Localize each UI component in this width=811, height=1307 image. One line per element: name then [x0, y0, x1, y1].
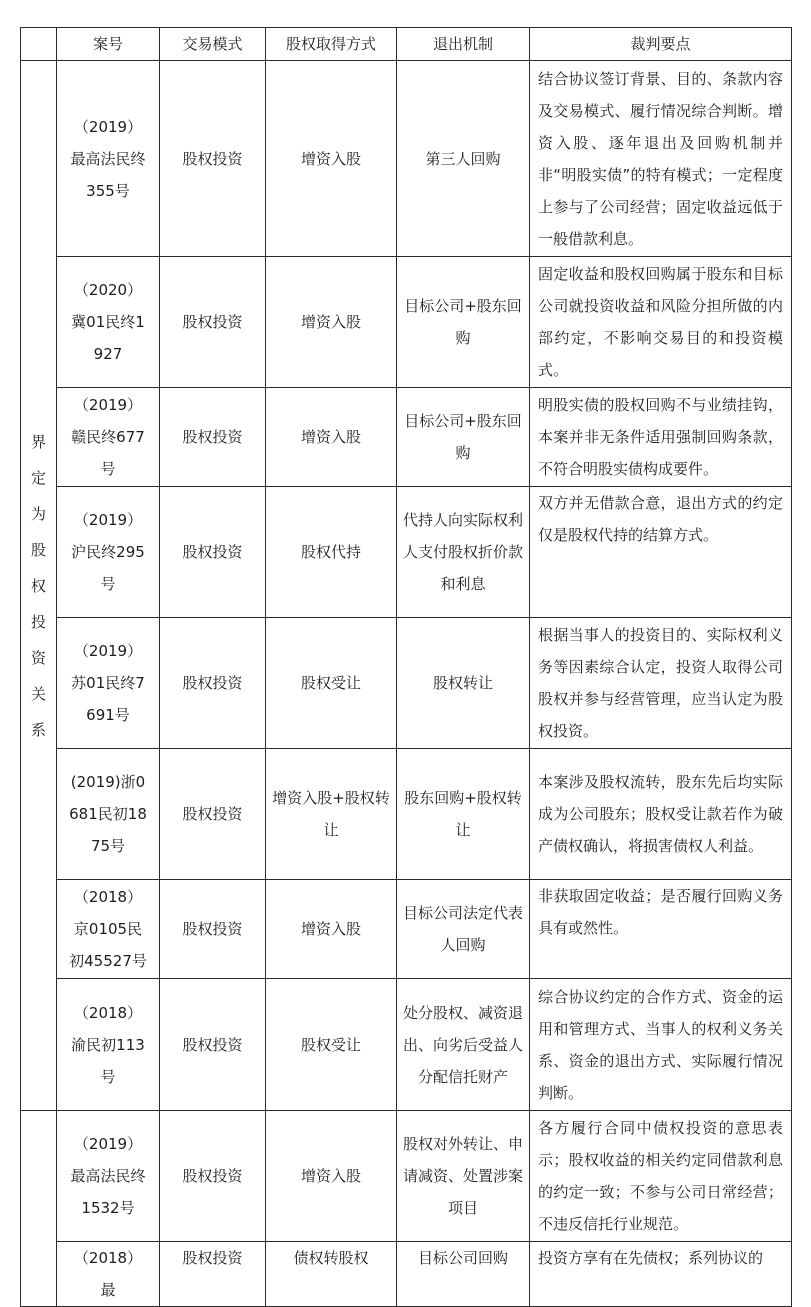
case-number: （2018）京0105民初45527号	[57, 880, 160, 979]
case-number: (2019)浙0681民初1875号	[57, 749, 160, 880]
transaction-mode: 股权投资	[160, 618, 266, 749]
header-category	[21, 28, 57, 61]
table-row	[21, 979, 792, 1111]
exit-mechanism: 处分股权、减资退出、向劣后受益人分配信托财产	[397, 979, 530, 1111]
table-row	[21, 257, 792, 388]
exit-mechanism: 股权转让	[397, 618, 530, 749]
judgment-points: 双方并无借款合意，退出方式的约定仅是股权代持的结算方式。	[530, 487, 792, 618]
transaction-mode: 股权投资	[160, 979, 266, 1111]
exit-mechanism: 目标公司+股东回购	[397, 388, 530, 487]
judgment-points: 根据当事人的投资目的、实际权利义务等因素综合认定，投资人取得公司股权并参与经营管理，应当认定为股权投资。	[530, 618, 792, 749]
header-transaction-mode: 交易模式	[160, 28, 266, 61]
header-exit-mechanism: 退出机制	[397, 28, 530, 61]
transaction-mode: 股权投资	[160, 257, 266, 388]
case-number: （2019）赣民终677号	[57, 388, 160, 487]
equity-acquisition: 增资入股	[266, 257, 397, 388]
equity-acquisition: 增资入股	[266, 388, 397, 487]
exit-mechanism: 股权对外转让、申请减资、处置涉案项目	[397, 1111, 530, 1242]
transaction-mode: 股权投资	[160, 1111, 266, 1242]
case-number: （2020）冀01民终1927	[57, 257, 160, 388]
header-row	[21, 28, 792, 61]
exit-mechanism: 股东回购+股权转让	[397, 749, 530, 880]
judgment-points: 结合协议签订背景、目的、条款内容及交易模式、履行情况综合判断。增资入股、逐年退出及回购机制并非“明股实债”的特有模式；一定程度上参与了公司经营；固定收益远低于一般借款利息。	[530, 61, 792, 257]
table-row	[21, 1111, 792, 1242]
table-row	[21, 880, 792, 979]
transaction-mode: 股权投资	[160, 880, 266, 979]
judgment-points: 投资方享有在先债权；系列协议的	[530, 1242, 792, 1307]
case-number: （2019）最高法民终1532号	[57, 1111, 160, 1242]
judgment-points: 固定收益和股权回购属于股东和目标公司就投资收益和风险分担所做的内部约定，不影响交易目的和投资模式。	[530, 257, 792, 388]
equity-acquisition: 增资入股	[266, 880, 397, 979]
equity-acquisition: 债权转股权	[266, 1242, 397, 1307]
exit-mechanism: 第三人回购	[397, 61, 530, 257]
judgment-points: 本案涉及股权流转，股东先后均实际成为公司股东；股权受让款若作为破产债权确认，将损害债权人利益。	[530, 749, 792, 880]
case-number: （2018）渝民初113号	[57, 979, 160, 1111]
header-judgment-points: 裁判要点	[530, 28, 792, 61]
table-row	[21, 388, 792, 487]
table-row	[21, 618, 792, 749]
case-number: （2019）沪民终295号	[57, 487, 160, 618]
category-label: 界 定 为 股 权 投 资 关 系	[30, 432, 46, 739]
transaction-mode: 股权投资	[160, 1242, 266, 1307]
category-cell	[21, 61, 57, 1111]
case-number: （2018）最	[57, 1242, 160, 1307]
exit-mechanism: 目标公司回购	[397, 1242, 530, 1307]
judgment-points: 综合协议约定的合作方式、资金的运用和管理方式、当事人的权利义务关系、资金的退出方式、实际履行情况判断。	[530, 979, 792, 1111]
case-number: （2019）最高法民终355号	[57, 61, 160, 257]
table-row	[21, 61, 792, 257]
transaction-mode: 股权投资	[160, 61, 266, 257]
equity-acquisition: 增资入股	[266, 1111, 397, 1242]
table-row	[21, 749, 792, 880]
judgment-points: 各方履行合同中债权投资的意思表示；股权收益的相关约定同借款利息的约定一致；不参与公司日常经营；不违反信托行业规范。	[530, 1111, 792, 1242]
case-table	[20, 27, 792, 1307]
transaction-mode: 股权投资	[160, 749, 266, 880]
judgment-points: 非获取固定收益；是否履行回购义务具有或然性。	[530, 880, 792, 979]
table-row	[21, 1242, 792, 1307]
case-number: （2019）苏01民终7691号	[57, 618, 160, 749]
equity-acquisition: 股权受让	[266, 979, 397, 1111]
transaction-mode: 股权投资	[160, 487, 266, 618]
exit-mechanism: 目标公司+股东回购	[397, 257, 530, 388]
equity-acquisition: 增资入股	[266, 61, 397, 257]
judgment-points: 明股实债的股权回购不与业绩挂钩，本案并非无条件适用强制回购条款，不符合明股实债构成要件。	[530, 388, 792, 487]
exit-mechanism: 代持人向实际权利人支付股权折价款和利息	[397, 487, 530, 618]
header-case-number: 案号	[57, 28, 160, 61]
equity-acquisition: 股权代持	[266, 487, 397, 618]
header-equity-acquisition: 股权取得方式	[266, 28, 397, 61]
exit-mechanism: 目标公司法定代表人回购	[397, 880, 530, 979]
transaction-mode: 股权投资	[160, 388, 266, 487]
equity-acquisition: 增资入股+股权转让	[266, 749, 397, 880]
equity-acquisition: 股权受让	[266, 618, 397, 749]
category-cell-2	[21, 1111, 57, 1307]
table-row	[21, 487, 792, 618]
